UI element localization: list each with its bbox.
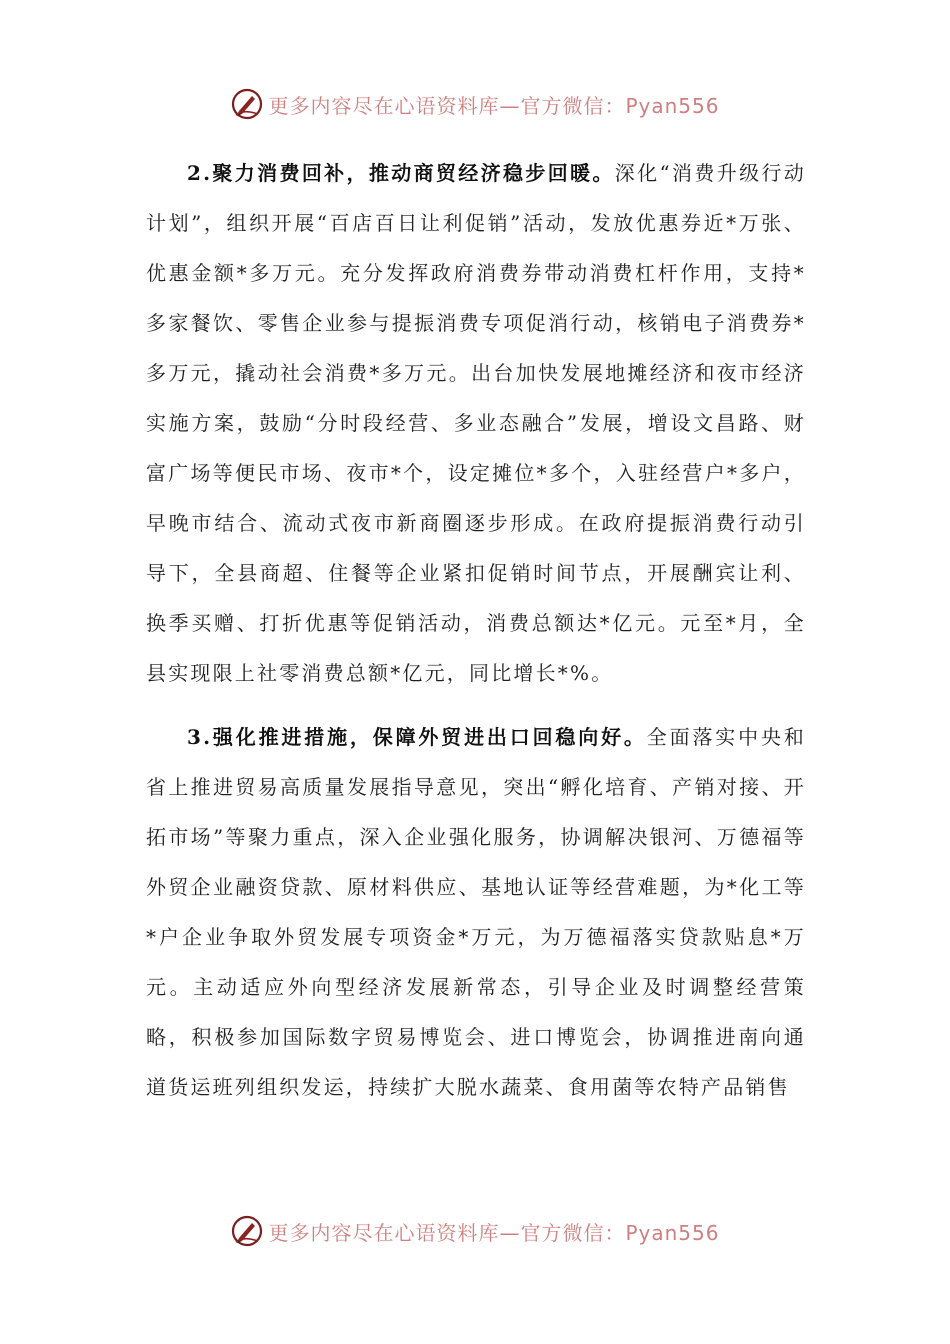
paragraph-consumption [146, 148, 806, 698]
header-banner-text: 更多内容尽在心语资料库—官方微信：Pyan556 [268, 93, 720, 118]
document-body [146, 148, 806, 1112]
pen-logo-icon [230, 1214, 264, 1248]
paragraph-heading: 3.强化推进措施，保障外贸进出口回稳向好。 [187, 725, 647, 749]
pen-logo-icon [230, 87, 264, 121]
paragraph-heading: 2.聚力消费回补，推动商贸经济稳步回暖。 [187, 161, 615, 185]
paragraph-foreign-trade [146, 712, 806, 1112]
header-banner [0, 82, 950, 126]
paragraph-text: 深化“消费升级行动计划”，组织开展“百店百日让利促销”活动，发放优惠券近*万张、优惠金额*多万元。充分发挥政府消费券带动消费杠杆作用，支持*多家餐饮、零售企业参与提振消费专项促消行动，核销电子消费券*多万元，撬动社会消费*多万元。出台加快发展地摊经济和夜市经济实施方案，鼓励“分时段经营、多业态融合”发展，增设文昌路、财富广场等便民市场、夜市*个，设定摊位*多个，入驻经营户*多户，早晚市结合、流动式夜市新商圈逐步形成。在政府提振消费行动引导下，全县商超、住餐等企业紧扣促销时间节点，开展酬宾让利、换季买赠、打折优惠等促销活动，消费总额达*亿元。元至*月，全县实现限上社零消费总额*亿元，同比增长*%。 [146, 161, 806, 685]
paragraph-text: 全面落实中央和省上推进贸易高质量发展指导意见，突出“孵化培育、产销对接、开拓市场”等聚力重点，深入企业强化服务，协调解决银河、万德福等外贸企业融资贷款、原材料供应、基地认证等经营难题，为*化工等*户企业争取外贸发展专项资金*万元，为万德福落实贷款贴息*万元。主动适应外向型经济发展新常态，引导企业及时调整经营策略，积极参加国际数字贸易博览会、进口博览会，协调推进南向通道货运班列组织发运，持续扩大脱水蔬菜、食用菌等农特产品销售 [146, 725, 806, 1099]
footer-banner-text: 更多内容尽在心语资料库—官方微信：Pyan556 [268, 1220, 720, 1245]
footer-banner [0, 1209, 950, 1253]
